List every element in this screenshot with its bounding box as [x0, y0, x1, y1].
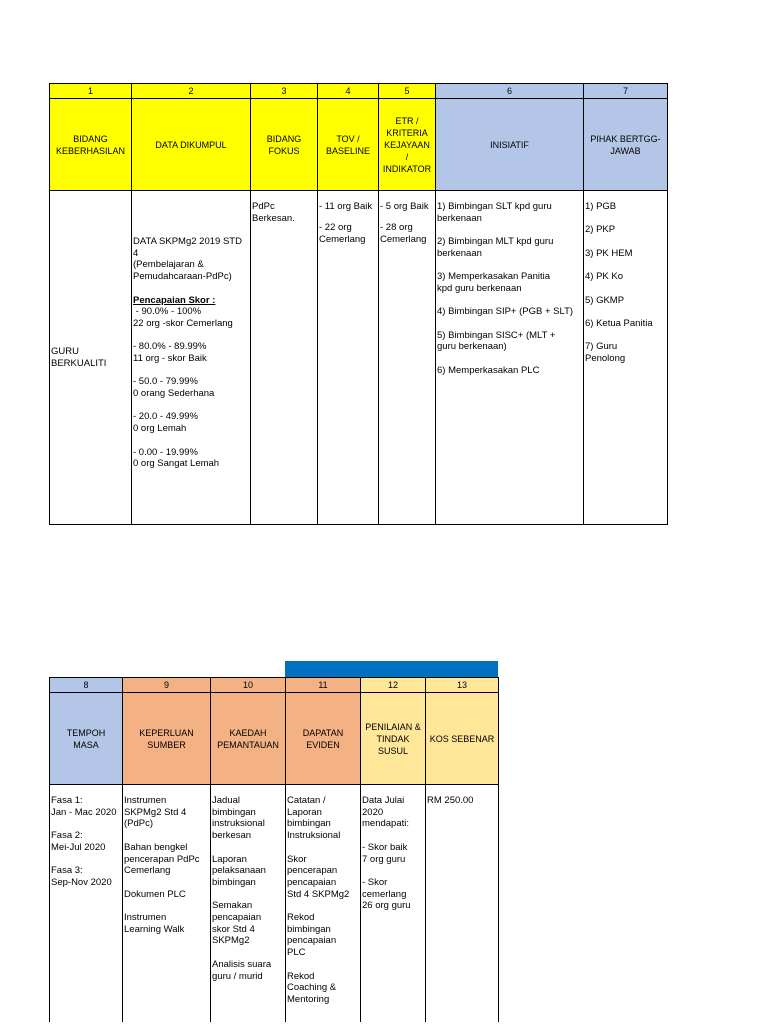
header-data-dikumpul: DATA DIKUMPUL — [132, 99, 251, 191]
pencapaian-skor-heading: Pencapaian Skor : — [133, 294, 216, 306]
column-number-12: 12 — [361, 678, 426, 693]
column-number-7: 7 — [584, 84, 668, 99]
data-source-text: DATA SKPMg2 2019 STD 4 (Pembelajaran & Pemudahcaraan-PdPc) — [133, 236, 242, 283]
eviden-item: Skor pencerapan pencapaian Std 4 SKPMg2 — [287, 853, 350, 900]
penilaian-item: - Skor cemerlang 26 org guru — [362, 876, 411, 912]
column-number-3: 3 — [251, 84, 318, 99]
header-bidang-keberhasilan: BIDANG KEBERHASILAN — [50, 99, 132, 191]
pihak-item: 2) PKP — [585, 224, 616, 236]
fasa-item: Fasa 1: Jan - Mac 2020 — [51, 795, 117, 818]
column-number-10: 10 — [211, 678, 286, 693]
inisiatif-item: 1) Bimbingan SLT kpd guru berkenaan — [437, 201, 552, 224]
cell-kaedah-pemantauan — [211, 785, 286, 1022]
cell-bidang-keberhasilan — [50, 191, 132, 525]
inisiatif-item: 3) Memperkasakan Panitia kpd guru berkenaan — [437, 271, 550, 294]
bidang-keberhasilan-text: GURU BERKUALITI — [51, 345, 107, 369]
cell-dapatan-eviden — [286, 785, 361, 1022]
column-number-row — [50, 84, 668, 99]
cell-kos-sebenar — [426, 785, 499, 1022]
pihak-item: 3) PK HEM — [585, 247, 633, 259]
inisiatif-item: 5) Bimbingan SISC+ (MLT + guru berkenaan) — [437, 329, 556, 353]
header-keperluan-sumber: KEPERLUAN SUMBER — [123, 693, 211, 785]
tov-item: - 22 org Cemerlang — [319, 222, 366, 245]
header-etr-kriteria: ETR / KRITERIA KEJAYAAN / INDIKATOR — [379, 99, 436, 191]
kaedah-item: Semakan pencapaian skor Std 4 SKPMg2 — [212, 900, 262, 947]
column-number-2: 2 — [132, 84, 251, 99]
column-number-13: 13 — [426, 678, 499, 693]
kaedah-item: Analisis suara guru / murid — [212, 958, 272, 982]
etr-item: - 5 org Baik — [380, 201, 429, 212]
penilaian-item: Data Julai 2020 mendapati: — [362, 795, 410, 830]
planning-table-part-2 — [49, 677, 499, 1022]
sumber-item: Dokumen PLC — [124, 888, 186, 900]
score-result: 0 orang Sederhana — [133, 388, 215, 400]
header-row — [50, 693, 499, 785]
cell-etr — [379, 191, 436, 525]
score-result: 0 org Lemah — [133, 423, 187, 435]
cell-bidang-fokus — [251, 191, 318, 525]
fasa-item: Fasa 2: Mei-Jul 2020 — [51, 830, 106, 853]
score-band — [133, 376, 249, 399]
column-number-11: 11 — [286, 678, 361, 693]
score-range: - 80.0% - 89.99% — [133, 341, 207, 353]
cell-data-dikumpul — [132, 191, 251, 525]
inisiatif-item: 6) Memperkasakan PLC — [437, 364, 540, 376]
etr-item: - 28 org Cemerlang — [380, 222, 427, 245]
pihak-item: 1) PGB — [585, 201, 617, 212]
score-range: - 50.0 - 79.99% — [133, 376, 198, 388]
pihak-item: 4) PK Ko — [585, 271, 624, 283]
cell-penilaian-tindak-susul — [361, 785, 426, 1022]
score-range: - 20.0 - 49.99% — [133, 411, 198, 423]
cell-tempoh-masa — [50, 785, 123, 1022]
sumber-item: Instrumen SKPMg2 Std 4 (PdPc) — [124, 795, 187, 830]
header-inisiatif: INISIATIF — [436, 99, 584, 191]
data-row — [50, 191, 668, 525]
penilaian-item: - Skor baik 7 org guru — [362, 841, 408, 865]
planning-table-part-1 — [49, 83, 668, 525]
pihak-item: 6) Ketua Panitia — [585, 317, 653, 329]
cell-tov-baseline — [318, 191, 379, 525]
cell-keperluan-sumber — [123, 785, 211, 1022]
fasa-item: Fasa 3: Sep-Nov 2020 — [51, 865, 112, 888]
header-dapatan-eviden: DAPATAN EVIDEN — [286, 693, 361, 785]
pihak-item: 7) Guru Penolong — [585, 341, 626, 365]
sumber-item: Bahan bengkel pencerapan PdPc Cemerlang — [124, 841, 200, 877]
score-range: - 90.0% - 100% — [133, 306, 202, 318]
score-result: 22 org -skor Cemerlang — [133, 317, 233, 329]
score-band — [133, 306, 249, 329]
table-header-bar — [285, 661, 498, 677]
column-number-8: 8 — [50, 678, 123, 693]
cell-inisiatif — [436, 191, 584, 525]
header-row — [50, 99, 668, 191]
header-penilaian-tindak-susul: PENILAIAN & TINDAK SUSUL — [361, 693, 426, 785]
column-number-1: 1 — [50, 84, 132, 99]
kos-sebenar-value: RM 250.00 — [427, 795, 474, 806]
kaedah-item: Jadual bimbingan instruksional berkesan — [212, 795, 265, 842]
score-range: - 0.00 - 19.99% — [133, 446, 198, 458]
tov-item: - 11 org Baik — [319, 201, 373, 212]
column-number-9: 9 — [123, 678, 211, 693]
eviden-item: Rekod bimbingan pencapaian PLC — [287, 912, 337, 959]
header-bidang-fokus: BIDANG FOKUS — [251, 99, 318, 191]
inisiatif-item: 4) Bimbingan SIP+ (PGB + SLT) — [437, 306, 574, 318]
score-result: 0 org Sangat Lemah — [133, 458, 220, 470]
header-kos-sebenar: KOS SEBENAR — [426, 693, 499, 785]
column-number-row — [50, 678, 499, 693]
bidang-fokus-text: PdPc Berkesan. — [252, 201, 295, 224]
column-number-5: 5 — [379, 84, 436, 99]
cell-pihak-bertanggungjawab — [584, 191, 668, 525]
column-number-6: 6 — [436, 84, 584, 99]
sumber-item: Instrumen Learning Walk — [124, 911, 185, 935]
pihak-item: 5) GKMP — [585, 294, 625, 306]
header-tov-baseline: TOV / BASELINE — [318, 99, 379, 191]
column-number-4: 4 — [318, 84, 379, 99]
score-band — [133, 447, 249, 470]
score-result: 11 org - skor Baik — [133, 353, 207, 364]
header-kaedah-pemantauan: KAEDAH PEMANTAUAN — [211, 693, 286, 785]
eviden-item: Rekod Coaching & Mentoring — [287, 970, 337, 1005]
score-band — [133, 341, 249, 364]
kaedah-item: Laporan pelaksanaan bimbingan — [212, 853, 266, 888]
inisiatif-item: 2) Bimbingan MLT kpd guru berkenaan — [437, 236, 554, 259]
eviden-item: Catatan / Laporan bimbingan Instruksional — [287, 795, 341, 842]
header-tempoh-masa: TEMPOH MASA — [50, 693, 123, 785]
score-band — [133, 411, 249, 434]
data-row — [50, 785, 499, 1022]
data-dikumpul-content — [132, 191, 250, 470]
header-pihak-bertanggungjawab: PIHAK BERTGG- JAWAB — [584, 99, 668, 191]
